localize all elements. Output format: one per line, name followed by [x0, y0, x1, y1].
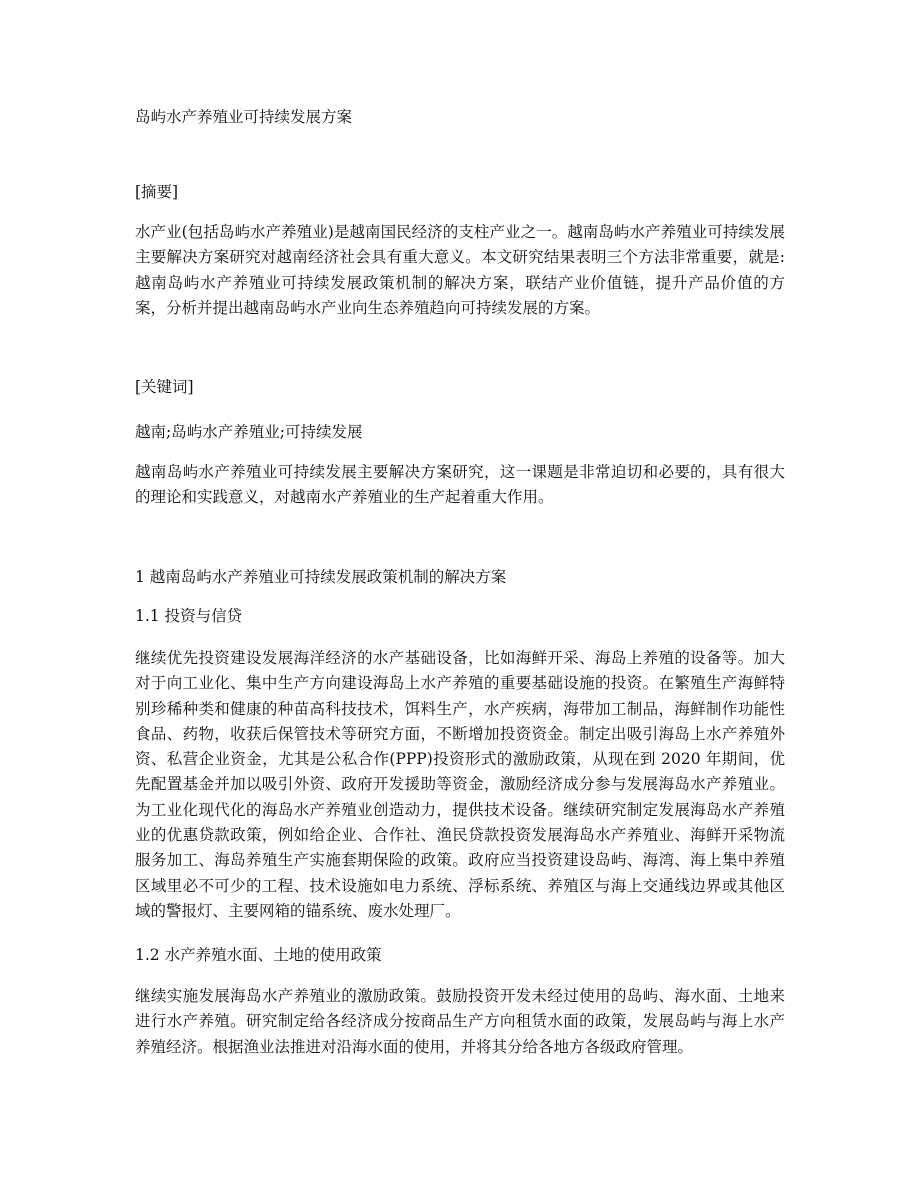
- abstract-label: [摘要]: [135, 183, 179, 201]
- section-1-2-paragraph: 继续实施发展海岛水产养殖业的激励政策。鼓励投资开发未经过使用的岛屿、海水面、土地来进行水产养殖。研究制定给各经济成分按商品生产方向租赁水面的政策，发展岛屿与海上水产养殖经济。根据渔业法推进对沿海水面的使用，并将其分给各地方各级政府管理。: [135, 987, 785, 1056]
- abstract-paragraph: 水产业(包括岛屿水产养殖业)是越南国民经济的支柱产业之一。越南岛屿水产养殖业可持续发展主要解决方案研究对越南经济社会具有重大意义。本文研究结果表明三个方法非常重要，就是:越南岛屿水产养殖业可持续发展政策机制的解决方案，联结产业价值链，提升产品价值的方案，分析并提出越南岛屿水产业向生态养殖趋向可持续发展的方案。: [135, 223, 785, 317]
- keywords-label: [关键词]: [135, 378, 194, 396]
- section-1-heading: 1 越南岛屿水产养殖业可持续发展政策机制的解决方案: [135, 568, 507, 586]
- section-1-2-heading: 1.2 水产养殖水面、土地的使用政策: [135, 946, 382, 964]
- document-title: 岛屿水产养殖业可持续发展方案: [135, 108, 353, 126]
- section-1-1-paragraph: 继续优先投资建设发展海洋经济的水产基础设备，比如海鲜开采、海岛上养殖的设备等。加大对于向工业化、集中生产方向建设海岛上水产养殖的重要基础设施的投资。在繁殖生产海鲜特别珍稀种类和健康的种苗高科技技术，饵料生产，水产疾病，海带加工制品，海鲜制作功能性食品、药物，收获后保管技术等研究方面，不断增加投资资金。制定出吸引海岛上水产养殖外资、私营企业资金，尤其是公私合作(PPP)投资形式的激励政策，从现在到 2020 年期间，优先配置基金并加以吸引外资、政府开发援助等资金，激励经济成分参与发展海岛水产养殖业。为工业化现代化的海岛水产养殖业创造动力，提供技术设备。继续研究制定发展海岛水产养殖业的优惠贷款政策，例如给企业、合作社、渔民贷款投资发展海岛水产养殖业、海鲜开采物流服务加工、海岛养殖生产实施套期保险的政策。政府应当投资建设岛屿、海湾、海上集中养殖区域里必不可少的工程、技术设施如电力系统、浮标系统、养殖区与海上交通线边界或其他区域的警报灯、主要网箱的锚系统、废水处理厂。: [135, 649, 785, 920]
- keywords-text: 越南;岛屿水产养殖业;可持续发展: [135, 423, 363, 441]
- section-1-1-heading: 1.1 投资与信贷: [135, 607, 243, 625]
- intro-paragraph: 越南岛屿水产养殖业可持续发展主要解决方案研究，这一课题是非常迫切和必要的，具有很大的理论和实践意义，对越南水产养殖业的生产起着重大作用。: [135, 463, 785, 507]
